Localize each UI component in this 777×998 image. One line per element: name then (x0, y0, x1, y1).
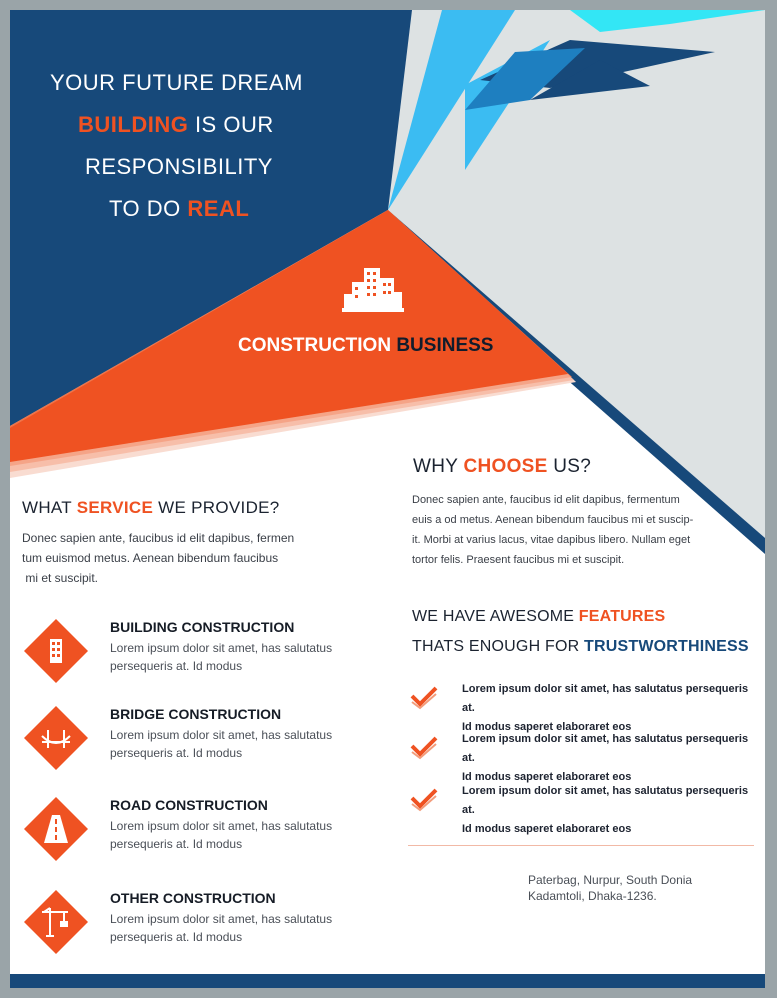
service-description (110, 910, 350, 946)
section-divider (408, 845, 754, 846)
service-body-line-1: Donec sapien ante, faucibus id elit dapibus, fermen (22, 531, 295, 545)
service-desc-line-2: persequeris at. Id modus (110, 659, 243, 673)
address-block (528, 872, 692, 904)
feature-line-2: Id modus saperet elaboraret eos (462, 823, 632, 835)
hero-accent-building: BUILDING (78, 112, 189, 137)
service-title: ROAD CONSTRUCTION (110, 797, 268, 813)
features-title-line-1 (412, 608, 665, 626)
features-line2-pre: THATS ENOUGH FOR (412, 638, 584, 655)
hero-line-3-text: RESPONSIBILITY (85, 154, 273, 179)
why-body-line-3: it. Morbi at varius lacus, vitae dapibus libero. Nullam eget (412, 534, 691, 546)
hero-line-1 (50, 70, 303, 96)
service-desc-line-2: persequeris at. Id modus (110, 837, 243, 851)
service-desc-line-1: Lorem ipsum dolor sit amet, has salutatus (110, 641, 333, 655)
service-item-bridge (24, 706, 364, 776)
hero-line-4 (109, 196, 249, 222)
service-title-accent: SERVICE (76, 498, 154, 517)
brand-name-part1: CONSTRUCTION (238, 335, 397, 356)
brand-name (238, 335, 493, 357)
why-section-body (412, 490, 702, 570)
flyer-page (10, 10, 765, 988)
why-body-line-2: euis a od metus. Aenean bibendum faucibus mi et suscip- (412, 514, 694, 526)
feature-item (462, 680, 754, 737)
hero-line-3 (85, 154, 273, 180)
check-icon (410, 788, 440, 812)
hero-line-4-pre: TO DO (109, 196, 188, 221)
features-line1-accent: FEATURES (578, 608, 666, 625)
service-desc-line-1: Lorem ipsum dolor sit amet, has salutatus (110, 819, 333, 833)
service-diamond (24, 797, 88, 861)
feature-item (462, 730, 754, 787)
service-diamond (24, 890, 88, 954)
feature-line-2: Id modus saperet elaboraret eos (462, 721, 632, 733)
why-title-pre: WHY (413, 456, 464, 477)
features-line2-accent: TRUSTWORTHINESS (584, 638, 749, 655)
service-section-body (22, 528, 322, 588)
service-item-other (24, 890, 364, 960)
service-description (110, 726, 350, 762)
features-title-line-2 (412, 638, 749, 656)
service-body-line-2: tum euismod metus. Aenean bibendum faucibus (22, 551, 279, 565)
hero-line-2-rest: IS OUR (188, 112, 274, 137)
hero-accent-real: REAL (187, 196, 250, 221)
service-desc-line-1: Lorem ipsum dolor sit amet, has salutatus (110, 728, 333, 742)
feature-line-1: Lorem ipsum dolor sit amet, has salutatus persequeris at. (462, 683, 749, 714)
service-title: BUILDING CONSTRUCTION (110, 619, 295, 635)
check-icon (410, 736, 440, 760)
service-title: OTHER CONSTRUCTION (110, 890, 276, 906)
service-title-post: WE PROVIDE? (153, 498, 280, 517)
address-line-2: Kadamtoli, Dhaka-1236. (528, 889, 657, 903)
service-desc-line-2: persequeris at. Id modus (110, 746, 243, 760)
service-title: BRIDGE CONSTRUCTION (110, 706, 282, 722)
service-diamond (24, 706, 88, 770)
service-title-pre: WHAT (22, 498, 77, 517)
hero-line-2 (78, 112, 274, 138)
feature-line-1: Lorem ipsum dolor sit amet, has salutatus persequeris at. (462, 785, 749, 816)
feature-line-1: Lorem ipsum dolor sit amet, has salutatus persequeris at. (462, 733, 749, 764)
hero-line-1-text: YOUR FUTURE DREAM (50, 70, 303, 95)
service-item-road (24, 797, 364, 867)
brand-name-part2: BUSINESS (396, 335, 494, 356)
check-icon (410, 686, 440, 710)
service-description (110, 639, 350, 675)
why-title-accent: CHOOSE (463, 456, 548, 477)
features-line1-pre: WE HAVE AWESOME (412, 608, 579, 625)
address-line-1: Paterbag, Nurpur, South Donia (528, 873, 693, 887)
service-section-title (22, 498, 280, 518)
service-body-line-3: mi et suscipit. (22, 571, 99, 585)
why-body-line-4: tortor felis. Praesent faucibus mi et suscipit. (412, 554, 625, 566)
building-icon (50, 639, 62, 663)
why-section-title (413, 456, 591, 478)
service-diamond (24, 619, 88, 683)
feature-line-2: Id modus saperet elaboraret eos (462, 771, 632, 783)
service-desc-line-2: persequeris at. Id modus (110, 930, 243, 944)
feature-item (462, 782, 754, 839)
building-logo-icon (342, 266, 404, 314)
service-desc-line-1: Lorem ipsum dolor sit amet, has salutatus (110, 912, 333, 926)
why-title-post: US? (547, 456, 592, 477)
service-description (110, 817, 350, 853)
footer-bar (10, 974, 765, 988)
service-item-building (24, 619, 364, 689)
why-body-line-1: Donec sapien ante, faucibus id elit dapibus, fermentum (412, 494, 680, 506)
